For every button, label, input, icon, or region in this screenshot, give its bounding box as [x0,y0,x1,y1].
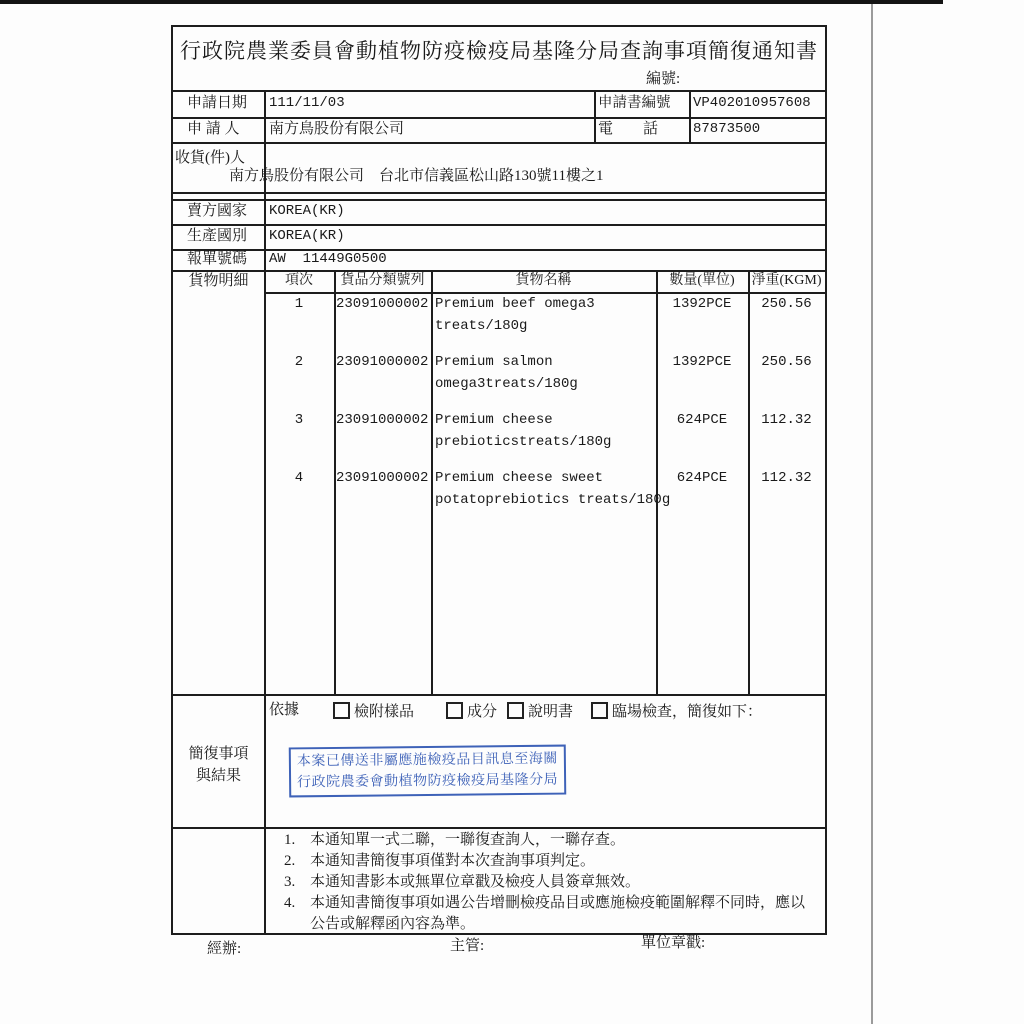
checkbox-square-icon [591,702,608,719]
application-no-value: VP402010957608 [693,95,811,111]
goods-row-weight: 250.56 [761,296,812,312]
goods-row-qty: 1392PCE [672,354,732,370]
divider [173,827,825,829]
goods-row-code: 23091000002 [336,412,429,428]
goods-row-qty: 624PCE [676,412,728,428]
divider [173,192,825,194]
note-text: 本通知書簡復事項如遇公告增刪檢疫品目或應施檢疫範圍解釋不同時，應以公告或解釋函內容為準。 [310,895,806,932]
declaration-no-value: AW 11449G0500 [269,251,387,267]
goods-col-weight: 淨重(KGM) [751,273,822,288]
divider [173,142,825,144]
divider [594,90,596,142]
goods-row-name-line1: Premium salmon [435,354,553,370]
apply-date-label: 申請日期 [187,95,248,111]
handler-label: 經辦: [207,941,242,957]
checkbox-square-icon [333,702,350,719]
note-number: 4. [284,895,296,911]
goods-row-weight: 112.32 [761,470,812,486]
checkbox-ingredient [446,697,497,723]
consignee-label: 收貨(件)人 [175,150,245,166]
divider [264,90,266,933]
basis-label: 依據 [269,702,300,718]
applicant-label: 申 請 人 [187,121,240,137]
declaration-no-label: 報單號碼 [187,251,248,267]
goods-row-name-line1: Premium beef omega3 [435,296,595,312]
checkbox-label: 說明書 [528,703,574,720]
checkbox-label: 成分 [467,703,498,720]
goods-row-code: 23091000002 [336,470,429,486]
reply-section-label-line2: 與結果 [195,768,241,784]
note-item [284,893,819,935]
checkbox-manual [507,697,573,723]
checkbox-label: 檢附樣品 [354,703,415,720]
reply-stamp-line2: 行政院農委會動植物防疫檢疫局基隆分局 [297,772,559,791]
checkbox-label: 臨場檢查，簡復如下： [612,703,763,720]
reply-stamp-line1: 本案已傳送非屬應施檢疫品目訊息至海關 [296,751,558,770]
goods-col-name: 貨物名稱 [515,273,572,288]
serial-no-label: 編號: [646,71,681,87]
note-item [284,872,819,893]
divider [689,90,691,142]
goods-row-item-no: 3 [294,412,304,428]
checkbox-square-icon [507,702,524,719]
goods-row-name-line2: treats/180g [435,318,528,334]
phone-value: 87873500 [693,121,761,137]
goods-row-weight: 112.32 [761,412,812,428]
goods-row-item-no: 1 [294,296,304,312]
goods-row-qty: 1392PCE [672,296,732,312]
phone-label: 電 話 [598,121,659,137]
reply-section-label-line1: 簡復事項 [188,746,249,762]
supervisor-label: 主管: [450,938,485,954]
reply-stamp [289,745,567,798]
note-item [284,851,819,872]
goods-row-qty: 624PCE [676,470,728,486]
apply-date-value: 111/11/03 [269,95,345,111]
notice-form [171,25,827,935]
note-number: 3. [284,874,296,890]
note-number: 2. [284,853,296,869]
goods-row-name-line2: potatoprebiotics treats/180g [435,492,671,508]
seller-country-value: KOREA(KR) [269,203,345,219]
origin-country-label: 生產國別 [187,228,248,244]
paper-edge-line [871,4,873,1024]
applicant-value: 南方鳥股份有限公司 [269,121,405,137]
divider [431,270,433,694]
note-text: 本通知單一式二聯，一聯復查詢人，一聯存查。 [310,832,626,848]
goods-row-weight: 250.56 [761,354,812,370]
goods-col-qty: 數量(單位) [669,273,735,288]
goods-section-label: 貨物明細 [188,273,249,289]
note-number: 1. [284,832,296,848]
goods-col-code: 貨品分類號列 [340,273,425,288]
seller-country-label: 賣方國家 [187,203,248,219]
checkbox-square-icon [446,702,463,719]
note-text: 本通知書簡復事項僅對本次查詢事項判定。 [310,853,596,869]
checkbox-onsite-inspection [591,697,762,723]
goods-row-name-line1: Premium cheese sweet [435,470,604,486]
notes-list [284,830,819,935]
goods-col-item: 項次 [285,273,313,288]
application-no-label: 申請書編號 [598,95,671,111]
unit-seal-label: 單位章戳: [641,935,706,951]
goods-row-name-line2: omega3treats/180g [435,376,578,392]
form-title: 行政院農業委員會動植物防疫檢疫局基隆分局查詢事項簡復通知書 [180,39,818,63]
consignee-value: 南方鳥股份有限公司 台北市信義區松山路130號11樓之1 [229,168,604,184]
note-text: 本通知書影本或無單位章戳及檢疫人員簽章無效。 [310,874,641,890]
note-item [284,830,819,851]
goods-row-item-no: 4 [294,470,304,486]
goods-row-name-line1: Premium cheese [435,412,553,428]
checkbox-sample [333,697,414,723]
goods-row-name-line2: prebioticstreats/180g [435,434,612,450]
origin-country-value: KOREA(KR) [269,228,345,244]
scan-edge-top [0,0,943,4]
divider [173,694,825,696]
goods-row-item-no: 2 [294,354,304,370]
goods-row-code: 23091000002 [336,354,429,370]
goods-row-code: 23091000002 [336,296,429,312]
